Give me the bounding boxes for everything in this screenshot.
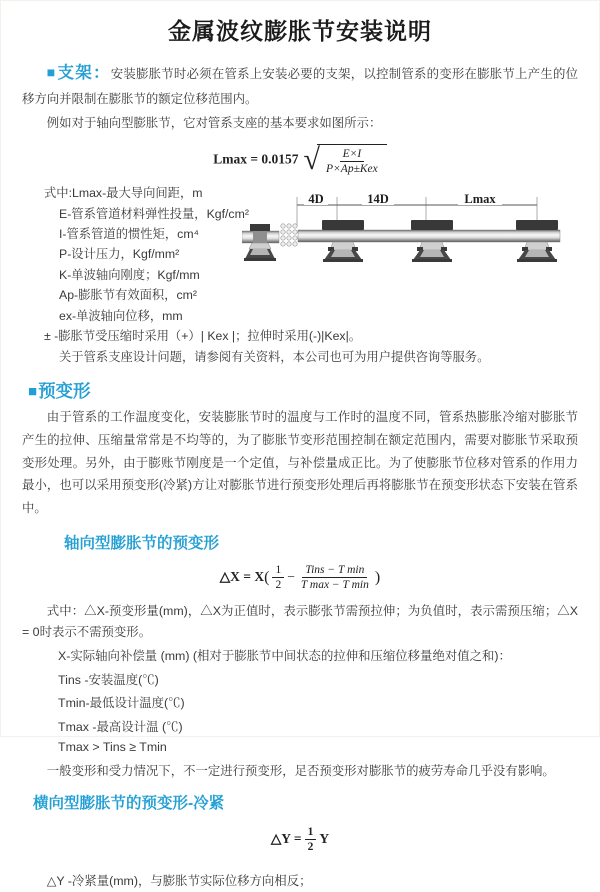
sqrt-radical: [304, 144, 387, 177]
definition-line: I-管系管道的惯性矩，cm⁴: [59, 227, 199, 242]
support-heading: [47, 64, 111, 82]
support-paragraph: [22, 59, 578, 110]
predeform-paragraph: 由于管系的工作温度变化，安装膨胀节时的温度与工作时的温度不同，管系热膨胀冷缩对膨胀节产生的拉伸、压缩量常常是不均等的，为了膨胀节变形范围控制在额定范围内，需要对膨胀节采取预变形处理。另外，由于膨账节刚度是一个定值，与补偿量成正比。为了使膨胀节位移对管系的作用力最小，也可以采用预变形(冷紧)方让对膨胀节进行预变形处理后再将膨胀节在预变形状态下安装在管系中。: [22, 409, 578, 516]
section-square-icon: ■: [28, 382, 38, 400]
lmax-formula-lhs: Lmax = 0.0157: [213, 150, 299, 166]
definition-line: Tmin-最低设计温度(℃): [58, 696, 185, 711]
definition-line: Tmax -最高设计温 (℃): [58, 719, 183, 734]
close-paren: ): [374, 568, 381, 586]
axial-subheading: 轴向型膨胀节的预变形: [64, 534, 220, 552]
lateral-frac-numerator: 1: [305, 825, 317, 840]
axial-explanation: 式中：△X-预变形量(mm)，△X为正值时，表示膨张节需预拉伸；为负值时，表示需预压缩；△X = 0时表示不需预变形。: [22, 603, 578, 640]
definition-line: Tmax > Tins ≥ Tmin: [58, 740, 167, 755]
support-intro-text: 安装膨胀节时必须在管系上安装必要的支架，以控制管系的变形在膨胀节上产生的位移方向并限制在膨胀节的额定位移范围内。: [22, 67, 578, 107]
dim-label-14d: 14D: [367, 192, 389, 206]
minus-sign: −: [287, 568, 295, 584]
pipe-support-diagram: [242, 191, 600, 275]
bellows-icon: [281, 224, 297, 246]
definition-line: ± -膨胀节受压缩时采用（+）| Kex |；拉伸时采用(-)|Kex|。: [44, 329, 362, 344]
half-numerator: 1: [272, 563, 284, 578]
predeform-heading-label: 预变形: [38, 380, 91, 401]
lmax-formula: [0, 144, 600, 177]
pipe-diagram-svg: [242, 191, 600, 275]
axial-definitions: [58, 646, 578, 754]
definition-line: 关于管系支座设计问题，请参阅有关资料，本公司也可为用户提供咨询等服务。: [59, 349, 490, 364]
dim-label-lmax: Lmax: [464, 192, 496, 206]
page-title: 金属波纹膨胀节安装说明: [168, 18, 432, 44]
definition-line: ex-单波轴向位移，mm: [59, 308, 183, 323]
radical-sign-icon: √: [303, 143, 321, 177]
axial-frac-numerator: Tins − T min: [302, 563, 367, 578]
definition-line: P-设计压力，Kgf/mm²: [59, 247, 180, 262]
axial-formula-lhs: △X = X: [219, 568, 265, 584]
open-paren: (: [264, 568, 270, 586]
half-denominator: 2: [275, 579, 282, 592]
section-square-icon: ■: [46, 64, 57, 80]
support-heading-label: 支架：: [57, 64, 111, 82]
definition-line: Ap-膨胀节有效面积，cm²: [59, 288, 197, 303]
definition-line: 式中:Lmax-最大导向间距，m: [44, 186, 203, 201]
lmax-formula-denominator: P×Ap±Kex: [326, 162, 378, 175]
definition-line: Tins -安装温度(℃): [58, 672, 159, 687]
lateral-formula-rhs: Y: [319, 830, 330, 846]
lateral-subheading: 横向型膨胀节的预变形-冷紧: [33, 794, 225, 812]
axial-note: 一般变形和受力情况下，不一定进行预变形，足否预变形对膨胀节的疲劳寿命几乎没有影响。: [46, 763, 555, 778]
lateral-frac-denominator: 2: [307, 841, 314, 854]
lateral-formula-lhs: △Y =: [270, 830, 302, 846]
dim-label-4d: 4D: [308, 192, 324, 206]
support-example-line: 例如对于轴向型膨胀节，它对管系支座的基本要求如图所示：: [46, 116, 382, 131]
definition-line: E-管系管道材料弹性投量，Kgf/cm²: [59, 206, 249, 221]
pipe: [298, 230, 560, 242]
predeform-heading: [28, 378, 600, 403]
axial-frac-denominator: T max − T min: [300, 579, 369, 592]
definition-line: X-实际轴向补偿量 (mm) (相对于膨胀节中间状态的拉伸和压缩位移量绝对值之和)：: [58, 649, 511, 664]
lateral-definition: △Y -冷紧量(mm)，与膨胀节实际位移方向相反；: [46, 873, 312, 888]
definition-line: K-单波轴向刚度；Kgf/mm: [59, 267, 200, 282]
axial-formula: [0, 563, 600, 593]
lateral-formula: [0, 825, 600, 855]
lmax-formula-numerator: E×I: [340, 147, 365, 162]
